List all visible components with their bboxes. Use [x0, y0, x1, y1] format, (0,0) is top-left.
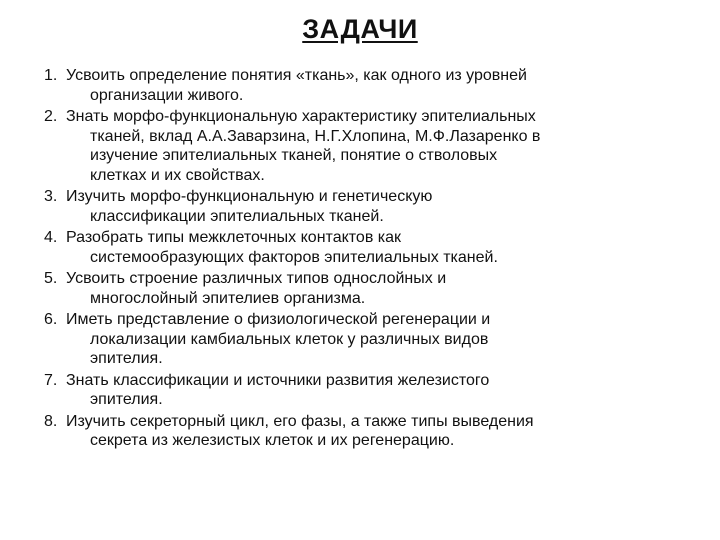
- task-line: эпителия.: [90, 350, 163, 367]
- task-number: 5.: [44, 270, 58, 287]
- task-text: [66, 269, 684, 308]
- task-line: Разобрать типы межклеточных контактов как: [66, 229, 402, 246]
- task-text: [66, 187, 684, 226]
- task-item: [44, 412, 684, 451]
- task-number: 2.: [44, 108, 58, 125]
- task-item: [44, 107, 684, 185]
- task-line: организации живого.: [90, 86, 244, 104]
- task-line: Усвоить определение понятия «ткань», как одного из уровней: [66, 67, 527, 84]
- task-line: многослойный эпителиев организма.: [90, 289, 366, 307]
- task-number: 7.: [44, 371, 58, 389]
- task-line: изучение эпителиальных тканей, понятие о стволовых: [90, 147, 498, 164]
- task-line: Изучить морфо-функциональную и генетическую: [66, 188, 433, 205]
- task-number: 3.: [44, 188, 58, 205]
- task-line: классификации эпителиальных тканей.: [90, 207, 384, 225]
- task-text: [66, 412, 684, 451]
- task-number: 8.: [44, 412, 58, 430]
- task-line: Усвоить строение различных типов однослойных и: [66, 270, 447, 287]
- task-item: [44, 310, 684, 369]
- task-text: [66, 107, 684, 185]
- task-text: [66, 228, 684, 267]
- task-line: клетках и их свойствах.: [90, 166, 265, 184]
- task-number: 1.: [44, 67, 58, 84]
- task-item: [44, 228, 684, 267]
- task-line: Знать морфо-функциональную характеристику эпителиальных: [66, 108, 536, 125]
- task-text: [66, 66, 684, 105]
- task-line: Изучить секреторный цикл, его фазы, а также типы выведения: [66, 412, 534, 430]
- task-line: Иметь представление о физиологической регенерации и: [66, 311, 491, 328]
- task-text: [66, 371, 684, 410]
- task-item: [44, 269, 684, 308]
- task-line: Знать классификации и источники развития железистого: [66, 371, 490, 389]
- task-line: системообразующих факторов эпителиальных тканей.: [90, 248, 498, 266]
- task-number: 4.: [44, 229, 58, 246]
- task-item: [44, 371, 684, 410]
- task-list: [44, 66, 684, 453]
- task-text: [66, 310, 684, 369]
- task-line: эпителия.: [90, 391, 163, 408]
- task-item: [44, 66, 684, 105]
- task-number: 6.: [44, 311, 58, 328]
- slide-title: ЗАДАЧИ: [302, 14, 418, 44]
- task-line: секрета из железистых клеток и их регенерацию.: [90, 432, 455, 449]
- task-line: локализации камбиальных клеток у различных видов: [90, 330, 489, 348]
- task-item: [44, 187, 684, 226]
- task-line: тканей, вклад А.А.Заварзина, Н.Г.Хлопина, М.Ф.Лазаренко в: [90, 127, 541, 145]
